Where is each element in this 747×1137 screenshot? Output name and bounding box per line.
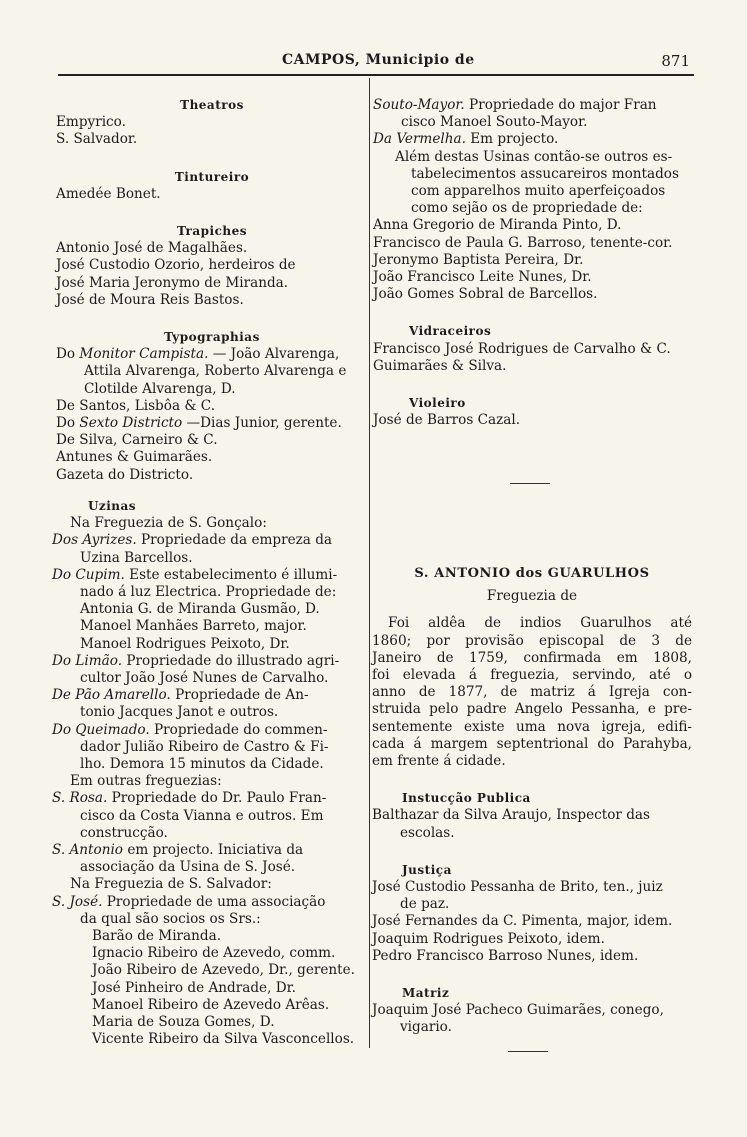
socio-item: Maria de Souza Gomes, D.: [92, 1014, 275, 1031]
uzina-entry: S. José. Propriedade de uma associação: [52, 893, 326, 910]
socio-item: Vicente Ribeiro da Silva Vasconcellos.: [92, 1031, 355, 1048]
uzina-entry: Dos Ayrizes. Propriedade da empreza da: [52, 532, 333, 549]
right-column-top: [373, 97, 691, 429]
uzina-entry-continuation: Antonia G. de Miranda Gusmão, D.: [80, 601, 320, 618]
history-line: foi elevada á freguezia, servindo, até o: [372, 667, 692, 684]
paragraph-line: tabelecimentos assucareiros montados: [411, 165, 679, 182]
section-title: S. ANTONIO dos GUARULHOS: [414, 566, 650, 581]
list-item: Jeronymo Baptista Pereira, Dr.: [373, 251, 584, 268]
list-item: Pedro Francisco Barroso Nunes, idem.: [372, 947, 639, 964]
history-line: cada á margem septentrional do Parahyba,: [372, 735, 692, 752]
list-item: Do Sexto Districto —Dias Junior, gerente.: [56, 415, 342, 432]
history-line: struida pelo padre Angelo Pessanha, e pre-: [372, 701, 692, 718]
uzina-entry-continuation: associação da Usina de S. José.: [80, 859, 296, 876]
list-item-continuation: de paz.: [400, 896, 450, 913]
section-subtitle: Freguezia de: [486, 588, 578, 605]
list-item: Antonio José de Magalhães.: [56, 240, 248, 257]
uzina-entry-continuation: Manoel Rodrigues Peixoto, Dr.: [80, 635, 290, 652]
uzina-entry-continuation: cisco da Costa Vianna e outros. Em: [80, 807, 324, 824]
uzina-entry-continuation: construcção.: [80, 824, 168, 841]
socio-item: João Ribeiro de Azevedo, Dr., gerente.: [92, 962, 356, 979]
list-item-continuation: escolas.: [400, 824, 455, 841]
page-number: 871: [661, 52, 690, 70]
list-item: José de Moura Reis Bastos.: [56, 291, 244, 308]
history-line: anno de 1877, de matriz á Igreja con-: [372, 684, 692, 701]
uzina-entry: Do Cupim. Este estabelecimento é illumi-: [52, 566, 338, 583]
uzina-entry-continuation: Manoel Manhães Barreto, major.: [80, 618, 307, 635]
list-item: Balthazar da Silva Araujo, Inspector das: [372, 807, 651, 824]
freguezia-line: Na Freguezia de S. Salvador:: [70, 876, 272, 893]
section-heading-instrucao: Instucção Publica: [402, 791, 531, 806]
paragraph-line: com apparelhos muito aperfeiçoados: [411, 183, 666, 200]
list-item: Gazeta do Districto.: [56, 466, 194, 483]
freguezia-line: Na Freguezia de S. Gonçalo:: [70, 515, 267, 532]
uzina-entry-continuation: Uzina Barcellos.: [80, 549, 193, 566]
list-item: José Fernandes da C. Pimenta, major, idem.: [372, 913, 673, 930]
paragraph-line: Além destas Usinas contão-se outros es-: [395, 148, 673, 165]
column-divider: [369, 78, 370, 1048]
list-item: João Gomes Sobral de Barcellos.: [373, 286, 598, 303]
section-heading-typographias: Typographias: [164, 330, 260, 345]
section-divider: [508, 1051, 548, 1052]
uzina-entry: S. Antonio em projecto. Iniciativa da: [52, 842, 304, 859]
uzina-entry: Do Limão. Propriedade do illustrado agri-: [52, 652, 340, 669]
uzina-entry-continuation: tonio Jacques Janot e outros.: [80, 704, 279, 721]
list-item: Antunes & Guimarães.: [56, 449, 213, 466]
list-item: Francisco José Rodrigues de Carvalho & C.: [373, 340, 671, 357]
section-heading-theatros: Theatros: [180, 98, 244, 112]
list-item: José de Barros Cazal.: [373, 412, 521, 429]
uzina-entry: Souto-Mayor. Propriedade do major Fran: [373, 97, 657, 113]
list-item: Do Monitor Campista. — João Alvarenga,: [56, 346, 340, 363]
uzina-entry-continuation: cisco Manoel Souto-Mayor.: [401, 114, 588, 131]
uzina-entry-continuation: cultor João José Nunes de Carvalho.: [80, 670, 329, 687]
section-heading-matriz: Matriz: [402, 986, 450, 1001]
uzina-entry: De Pão Amarello. Propriedade de An-: [52, 687, 309, 704]
section-heading-vidraceiros: Vidraceiros: [409, 324, 492, 339]
uzina-entry-continuation: lho. Demora 15 minutos da Cidade.: [80, 756, 324, 773]
list-item: S. Salvador.: [56, 131, 138, 148]
freguezia-line: Em outras freguezias:: [70, 773, 222, 790]
section-heading-tintureiro: Tintureiro: [174, 169, 250, 184]
uzina-entry: S. Rosa. Propriedade do Dr. Paulo Fran-: [52, 790, 327, 807]
section-heading-justica: Justiça: [402, 862, 452, 877]
list-item: Anna Gregorio de Miranda Pinto, D.: [373, 217, 622, 234]
list-item: José Custodio Pessanha de Brito, ten., juiz: [372, 879, 663, 896]
socio-item: Manoel Ribeiro de Azevedo Arêas.: [92, 996, 330, 1013]
paragraph-line: como sejão os de propriedade de:: [411, 200, 643, 217]
uzina-entry: Do Queimado. Propriedade do commen-: [52, 721, 328, 738]
list-item: Joaquim Rodrigues Peixoto, idem.: [372, 930, 605, 947]
list-item: De Silva, Carneiro & C.: [56, 432, 218, 449]
list-item: Francisco de Paula G. Barroso, tenente-cor.: [373, 234, 673, 251]
uzina-entry-continuation: dador Julião Ribeiro de Castro & Fi-: [80, 738, 329, 755]
history-line: Janeiro de 1759, confirmada em 1808,: [372, 649, 692, 666]
socio-item: José Pinheiro de Andrade, Dr.: [92, 979, 296, 996]
list-item: João Francisco Leite Nunes, Dr.: [373, 269, 592, 286]
history-line: Foi aldêa de indios Guarulhos até: [388, 615, 692, 632]
history-line: em frente á cidade.: [372, 753, 506, 770]
section-heading-violeiro: Violeiro: [409, 396, 466, 411]
left-column-top: [56, 97, 368, 484]
uzina-entry-continuation: nado á luz Electrica. Propriedade de:: [80, 584, 337, 601]
list-item: Guimarães & Silva.: [373, 357, 507, 374]
list-item: Joaquim José Pacheco Guimarães, conego,: [372, 1002, 664, 1019]
header-rule: [58, 74, 694, 76]
socio-item: Barão de Miranda.: [92, 928, 222, 945]
list-item: José Custodio Ozorio, herdeiros de: [56, 257, 296, 274]
right-column-guarulhos: [372, 565, 692, 1037]
list-item-continuation: vigario.: [400, 1019, 452, 1036]
running-title: CAMPOS, Municipio de: [282, 52, 475, 68]
list-item-continuation: Attila Alvarenga, Roberto Alvarenga e: [84, 363, 347, 380]
left-column-uzinas: [52, 498, 368, 1049]
list-item: Empyrico.: [56, 114, 126, 131]
history-line: sentemente existe uma nova igreja, edifi-: [372, 718, 692, 735]
socio-item: Ignacio Ribeiro de Azevedo, comm.: [92, 945, 336, 962]
list-item: De Santos, Lisbôa & C.: [56, 397, 216, 414]
section-heading-uzinas: Uzinas: [87, 499, 137, 513]
list-item: Amedée Bonet.: [56, 185, 161, 202]
history-line: 1860; por provisão episcopal de 3 de: [372, 632, 692, 649]
section-heading-trapiches: Trapiches: [176, 224, 248, 239]
section-divider: [510, 483, 550, 484]
list-item: José Maria Jeronymo de Miranda.: [56, 274, 289, 291]
list-item-continuation: Clotilde Alvarenga, D.: [84, 380, 236, 397]
uzina-entry: Da Vermelha. Em projecto.: [373, 131, 559, 148]
uzina-entry-continuation: da qual são socios os Srs.:: [80, 910, 261, 927]
page-header: [60, 52, 690, 74]
